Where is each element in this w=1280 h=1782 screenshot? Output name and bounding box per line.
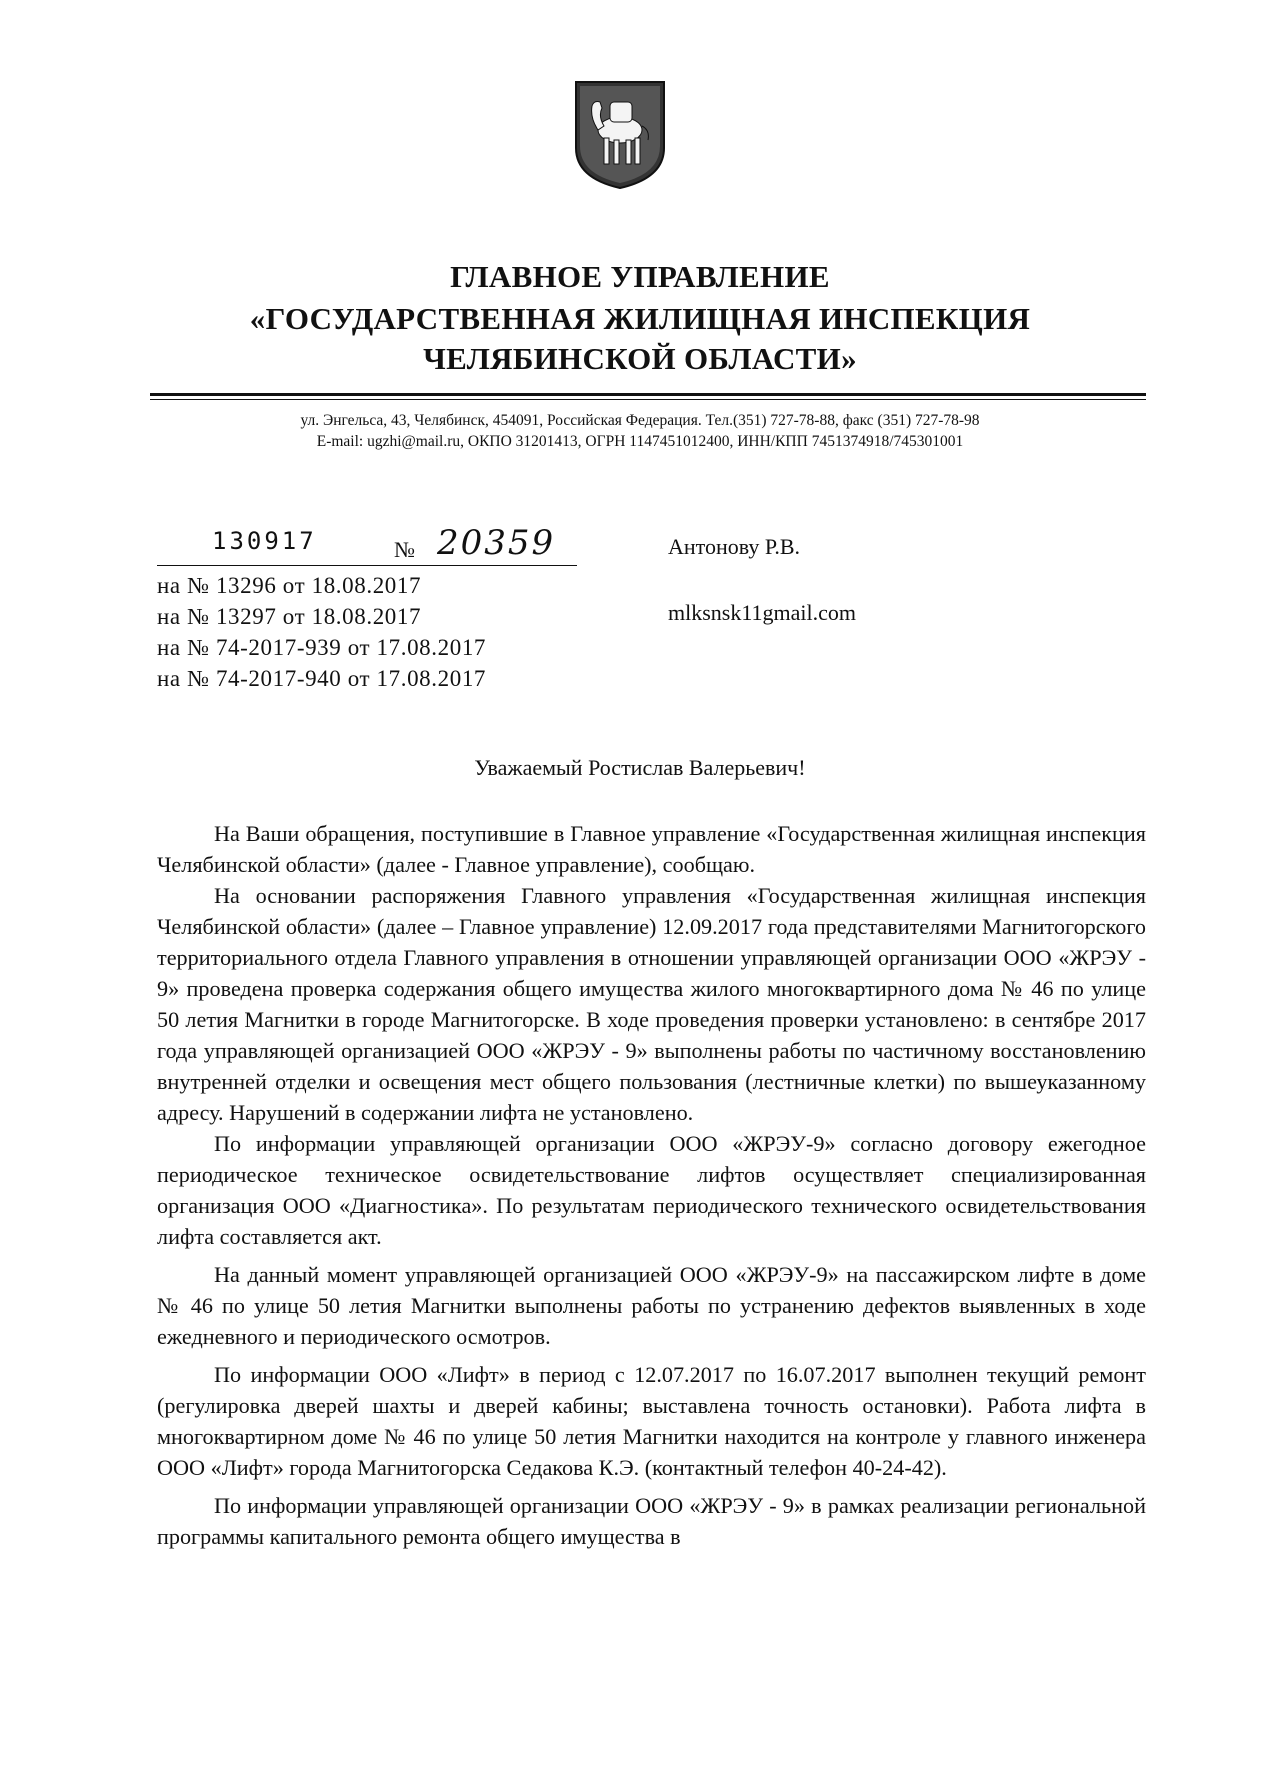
paragraph: По информации ООО «Лифт» в период с 12.07.2017 по 16.07.2017 выполнен текущий ремонт (регулировка дверей шахты и дверей кабины; выставлена точность остановки). Работа лифта в многоквартирном доме № 46 по улице 50 летия Магнитки находится на контроле у главного инженера ООО «Лифт» города Магнитогорска Седакова К.Э. (контактный телефон 40-24-42). xyxy=(157,1362,1146,1480)
header-rule-thin xyxy=(150,399,1146,400)
number-sign: № xyxy=(394,537,415,562)
paragraph: По информации управляющей организации ООО «ЖРЭУ-9» согласно договору ежегодное периодическое техническое освидетельствование лифтов осуществляет специализированная организация ООО «Диагностика». По результатам периодического технического освидетельствования лифта составляется акт. xyxy=(157,1131,1146,1249)
addressee-email: mlksnsk11gmail.com xyxy=(668,600,857,625)
registration-date: 130917 xyxy=(212,527,317,555)
reference-item: на № 13297 от 18.08.2017 xyxy=(157,604,422,629)
requisites-line: E-mail: ugzhi@mail.ru, ОКПО 31201413, ОГРН 1147451012400, ИНН/КПП 7451374918/745301001 xyxy=(316,433,964,450)
paragraph: По информации управляющей организации ООО «ЖРЭУ - 9» в рамках реализации региональной программы капитального ремонта общего имущества в xyxy=(157,1493,1146,1549)
addressee-name: Антонову Р.В. xyxy=(668,534,801,559)
letter-body xyxy=(157,818,1146,1552)
reference-item: на № 74-2017-940 от 17.08.2017 xyxy=(157,666,487,691)
coat-of-arms-emblem xyxy=(572,78,668,190)
registration-stamp xyxy=(157,525,577,566)
paragraph: На Ваши обращения, поступившие в Главное управление «Государственная жилищная инспекция Челябинской области» (далее - Главное управление), сообщаю. xyxy=(157,821,1146,877)
reference-item: на № 74-2017-939 от 17.08.2017 xyxy=(157,635,487,660)
header-rule-thick xyxy=(150,393,1146,396)
org-title-line-1: ГЛАВНОЕ УПРАВЛЕНИЕ xyxy=(450,259,830,294)
greeting: Уважаемый Ростислав Валерьевич! xyxy=(474,755,806,780)
paragraph: На данный момент управляющей организацией ООО «ЖРЭУ-9» на пассажирском лифте в доме № 46 по улице 50 летия Магнитки выполнены работы по устранению дефектов выявленных в ходе ежедневного и периодического осмотров. xyxy=(157,1262,1146,1349)
org-title-line-2: «ГОСУДАРСТВЕННАЯ ЖИЛИЩНАЯ ИНСПЕКЦИЯ xyxy=(249,301,1031,336)
reference-list xyxy=(157,570,486,694)
paragraph: На основании распоряжения Главного управления «Государственная жилищная инспекция Челябинской области» (далее – Главное управление) 12.09.2017 года представителями Магнитогорского территориального отдела Главного управления в отношении управляющей организации ООО «ЖРЭУ - 9» проведена проверка содержания общего имущества жилого многоквартирного дома № 46 по улице 50 летия Магнитки в городе Магнитогорске. В ходе проведения проверки установлено: в сентябре 2017 года управляющей организацией ООО «ЖРЭУ - 9» выполнены работы по частичному восстановлению внутренней отделки и освещения мест общего пользования (лестничные клетки) по вышеуказанному адресу. Нарушений в содержании лифта не установлено. xyxy=(157,883,1146,1125)
address-line: ул. Энгельса, 43, Челябинск, 454091, Российская Федерация. Тел.(351) 727-78-88, факс (351) 727-78-98 xyxy=(300,412,980,429)
registration-number: 20359 xyxy=(437,523,556,563)
org-title-line-3: ЧЕЛЯБИНСКОЙ ОБЛАСТИ» xyxy=(423,341,857,376)
reference-item: на № 13296 от 18.08.2017 xyxy=(157,573,422,598)
